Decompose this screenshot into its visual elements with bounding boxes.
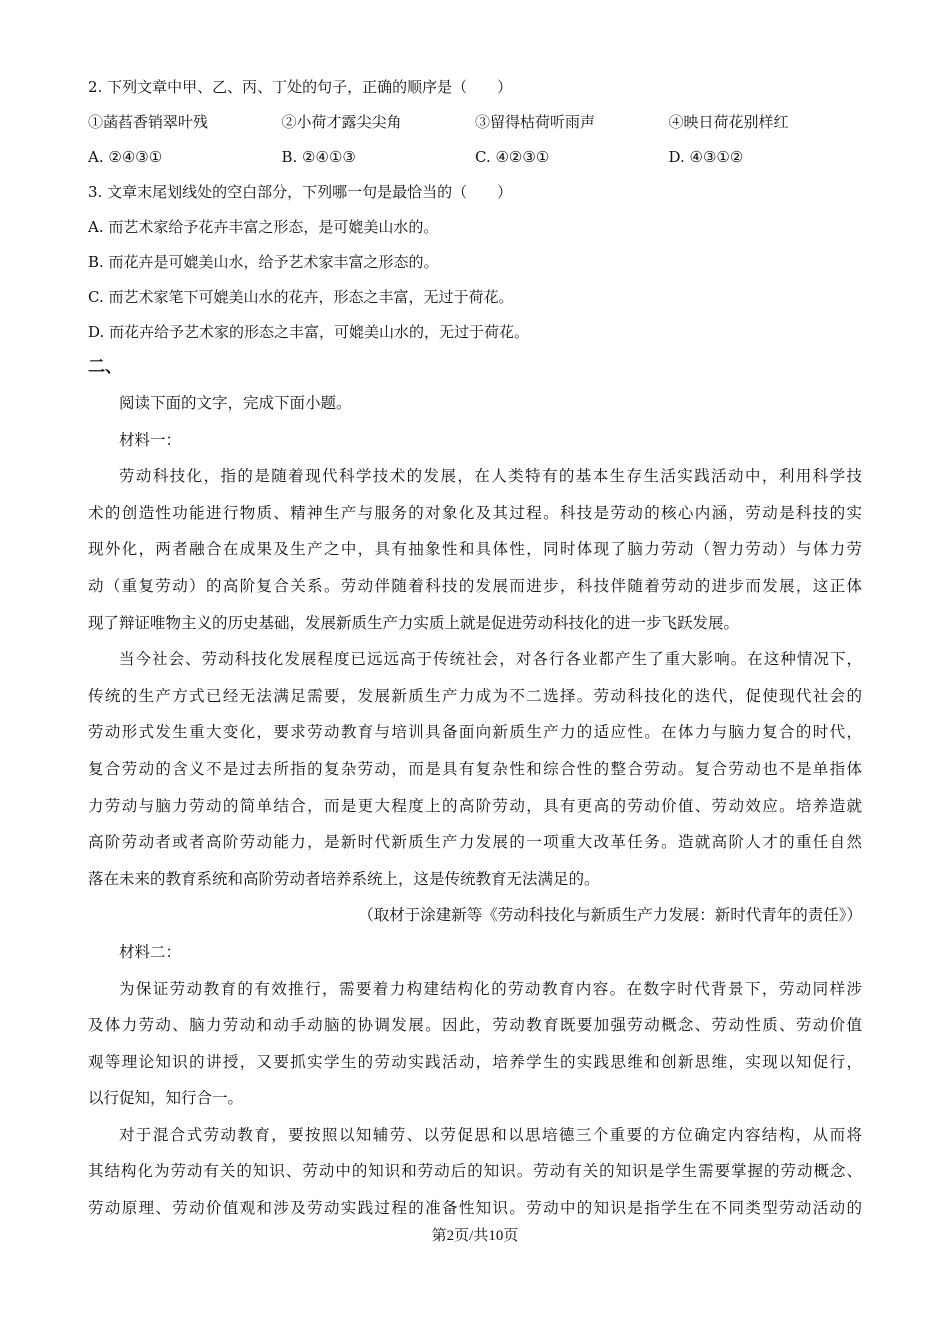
material-1-source: （取材于涂建新等《劳动科技化与新质生产力发展：新时代青年的责任》） bbox=[358, 906, 862, 925]
paragraph-line: 及体力劳动、脑力劳动和动手动脑的协调发展。因此，劳动教育既要加强劳动概念、劳动性质、劳动价值 bbox=[88, 1016, 862, 1035]
option-d: D. ④③①② bbox=[668, 148, 744, 166]
paragraph-line: 高阶劳动者或者高阶劳动能力，是新时代新质生产力发展的一项重大改革任务。造就高阶人才的重任自然 bbox=[88, 833, 862, 852]
paragraph-line: 现外化，两者融合在成果及生产之中，具有抽象性和具体性，同时体现了脑力劳动（智力劳动）与体力劳 bbox=[88, 540, 862, 559]
section-heading: 二、 bbox=[88, 357, 122, 377]
question-2-stem: 2. 下列文章中甲、乙、丙、丁处的句子，正确的顺序是（ ） bbox=[88, 78, 513, 96]
material-2-label: 材料二： bbox=[119, 942, 182, 961]
sentence-item: ③留得枯荷听雨声 bbox=[475, 113, 596, 131]
question-2-items bbox=[88, 105, 862, 140]
paragraph-line: 为保证劳动教育的有效推行，需要着力构建结构化的劳动教育内容。在数字时代背景下，劳动同样涉 bbox=[119, 979, 862, 998]
material-1 bbox=[88, 458, 862, 897]
question-2-options bbox=[88, 140, 862, 175]
material-1-label: 材料一： bbox=[119, 430, 182, 449]
option-d: D. 而花卉给予艺术家的形态之丰富，可媲美山水的，无过于荷花。 bbox=[88, 323, 530, 341]
option-b: B. ②④①③ bbox=[281, 148, 356, 166]
paragraph-line: 术的创造性功能进行物质、精神生产与服务的对象化及其过程。科技是劳动的核心内涵，劳动是科技的实 bbox=[88, 503, 862, 522]
paragraph-line: 劳动原理、劳动价值观和涉及劳动实践过程的准备性知识。劳动中的知识是指学生在不同类型劳动活动的 bbox=[88, 1199, 862, 1218]
sentence-item: ①菡萏香销翠叶残 bbox=[88, 113, 209, 131]
paragraph-line: 以行促知，知行合一。 bbox=[88, 1089, 244, 1108]
paragraph-line: 传统的生产方式已经无法满足需要，发展新质生产力成为不二选择。劳动科技化的迭代，促使现代社会的 bbox=[88, 686, 862, 705]
option-a: A. ②④③① bbox=[88, 148, 163, 166]
paragraph-line: 现了辩证唯物主义的历史基础，发展新质生产力实质上就是促进劳动科技化的进一步飞跃发展。 bbox=[88, 613, 740, 632]
paragraph-line: 力劳动与脑力劳动的简单结合，而是更大程度上的高阶劳动，具有更高的劳动价值、劳动效应。培养造就 bbox=[88, 796, 862, 815]
reading-passage bbox=[88, 385, 862, 1227]
paragraph-line: 劳动科技化，指的是随着现代科学技术的发展，在人类特有的基本生存生活实践活动中，利用科学技 bbox=[119, 467, 862, 486]
paragraph-line: 劳动形式发生重大变化，要求劳动教育与培训具备面向新质生产力的适应性。在体力与脑力复合的时代， bbox=[88, 723, 862, 742]
page-number: 第2页/共10页 bbox=[431, 1228, 519, 1244]
option-b: B. 而花卉是可媲美山水，给予艺术家丰富之形态的。 bbox=[88, 253, 439, 271]
paragraph-line: 对于混合式劳动教育，要按照以知辅劳、以劳促思和以思培德三个重要的方位确定内容结构，从而将 bbox=[119, 1125, 862, 1144]
paragraph-line: 落在未来的教育系统和高阶劳动者培养系统上，这是传统教育无法满足的。 bbox=[88, 869, 600, 888]
question-2 bbox=[88, 70, 862, 385]
instruction: 阅读下面的文字，完成下面小题。 bbox=[119, 394, 352, 412]
paragraph-line: 观等理论知识的讲授，又要抓实学生的劳动实践活动，培养学生的实践思维和创新思维，实现以知促行， bbox=[88, 1052, 862, 1071]
option-a: A. 而艺术家给予花卉丰富之形态，是可媲美山水的。 bbox=[88, 218, 439, 236]
material-2 bbox=[88, 971, 862, 1227]
paragraph-line: 当今社会、劳动科技化发展程度已远远高于传统社会，对各行各业都产生了重大影响。在这种情况下， bbox=[119, 650, 862, 669]
paragraph-line: 其结构化为劳动有关的知识、劳动中的知识和劳动后的知识。劳动有关的知识是学生需要掌握的劳动概念、 bbox=[88, 1162, 862, 1181]
question-3-stem: 3. 文章末尾划线处的空白部分，下列哪一句是最恰当的（ ） bbox=[88, 183, 513, 201]
paragraph-line: 动（重复劳动）的高阶复合关系。劳动伴随着科技的发展而进步，科技伴随着劳动的进步而发展，这正体 bbox=[88, 576, 862, 595]
paragraph-line: 复合劳动的含义不是过去所指的复杂劳动，而是具有复杂性和综合性的整合劳动。复合劳动也不是单指体 bbox=[88, 759, 862, 778]
option-c: C. ④②③① bbox=[475, 148, 550, 166]
sentence-item: ②小荷才露尖尖角 bbox=[281, 113, 402, 131]
option-c: C. 而艺术家笔下可媲美山水的花卉，形态之丰富，无过于荷花。 bbox=[88, 288, 514, 306]
sentence-item: ④映日荷花别样红 bbox=[668, 113, 789, 131]
